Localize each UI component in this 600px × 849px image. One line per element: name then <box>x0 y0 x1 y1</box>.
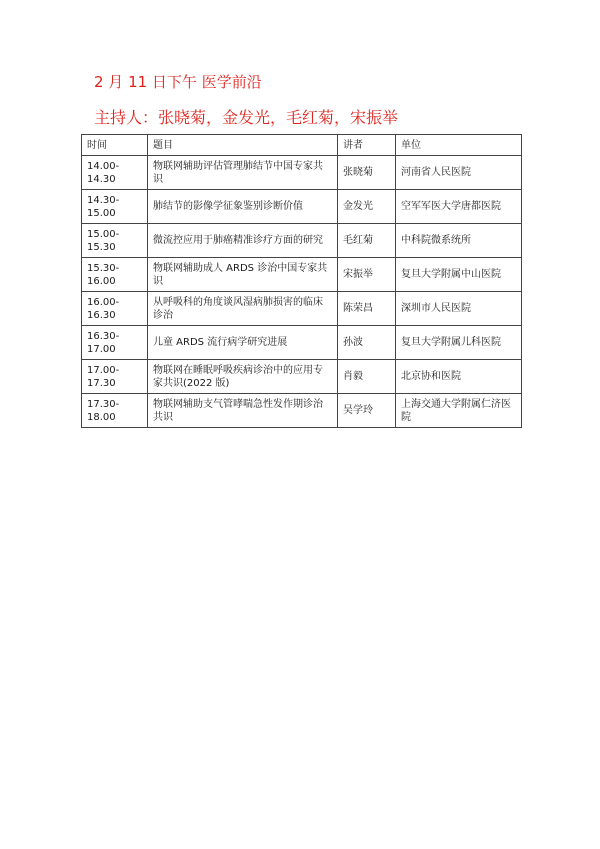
speaker-cell: 肖毅 <box>338 360 396 394</box>
topic-cell: 儿童 ARDS 流行病学研究进展 <box>148 326 338 360</box>
institution-cell: 复旦大学附属中山医院 <box>396 258 522 292</box>
table-row <box>82 360 522 394</box>
speaker-cell: 金发光 <box>338 190 396 224</box>
speaker-cell: 宋振举 <box>338 258 396 292</box>
institution-cell: 上海交通大学附属仁济医院 <box>396 394 522 428</box>
speaker-cell: 孙波 <box>338 326 396 360</box>
topic-cell: 物联网辅助支气管哮喘急性发作期诊治共识 <box>148 394 338 428</box>
table-row <box>82 292 522 326</box>
time-cell: 14.00-14.30 <box>82 156 148 190</box>
header-institution: 单位 <box>396 135 522 156</box>
table-header-row <box>82 135 522 156</box>
header-topic: 题目 <box>148 135 338 156</box>
topic-cell: 从呼吸科的角度谈风湿病肺损害的临床诊治 <box>148 292 338 326</box>
time-cell: 17.00-17.30 <box>82 360 148 394</box>
table-row <box>82 394 522 428</box>
session-date-title: 2 月 11 日下午 医学前沿 <box>94 73 262 91</box>
hosts-line: 主持人：张晓菊，金发光，毛红菊，宋振举 <box>94 108 399 127</box>
topic-cell: 肺结节的影像学征象鉴别诊断价值 <box>148 190 338 224</box>
table-row <box>82 258 522 292</box>
header-time: 时间 <box>82 135 148 156</box>
institution-cell: 北京协和医院 <box>396 360 522 394</box>
schedule-table <box>81 134 522 428</box>
time-cell: 15.30-16.00 <box>82 258 148 292</box>
topic-cell: 物联网在睡眠呼吸疾病诊治中的应用专家共识(2022 版) <box>148 360 338 394</box>
topic-cell: 微流控应用于肺癌精准诊疗方面的研究 <box>148 224 338 258</box>
institution-cell: 河南省人民医院 <box>396 156 522 190</box>
topic-cell: 物联网辅助评估管理肺结节中国专家共识 <box>148 156 338 190</box>
institution-cell: 中科院微系统所 <box>396 224 522 258</box>
speaker-cell: 陈荣昌 <box>338 292 396 326</box>
time-cell: 17.30-18.00 <box>82 394 148 428</box>
table-row <box>82 190 522 224</box>
topic-cell: 物联网辅助成人 ARDS 诊治中国专家共识 <box>148 258 338 292</box>
time-cell: 16.00-16.30 <box>82 292 148 326</box>
institution-cell: 复旦大学附属儿科医院 <box>396 326 522 360</box>
table-row <box>82 326 522 360</box>
speaker-cell: 毛红菊 <box>338 224 396 258</box>
time-cell: 15.00-15.30 <box>82 224 148 258</box>
time-cell: 14.30-15.00 <box>82 190 148 224</box>
table-row <box>82 156 522 190</box>
header-speaker: 讲者 <box>338 135 396 156</box>
speaker-cell: 吴学玲 <box>338 394 396 428</box>
speaker-cell: 张晓菊 <box>338 156 396 190</box>
institution-cell: 空军军医大学唐都医院 <box>396 190 522 224</box>
institution-cell: 深圳市人民医院 <box>396 292 522 326</box>
table-row <box>82 224 522 258</box>
time-cell: 16.30-17.00 <box>82 326 148 360</box>
